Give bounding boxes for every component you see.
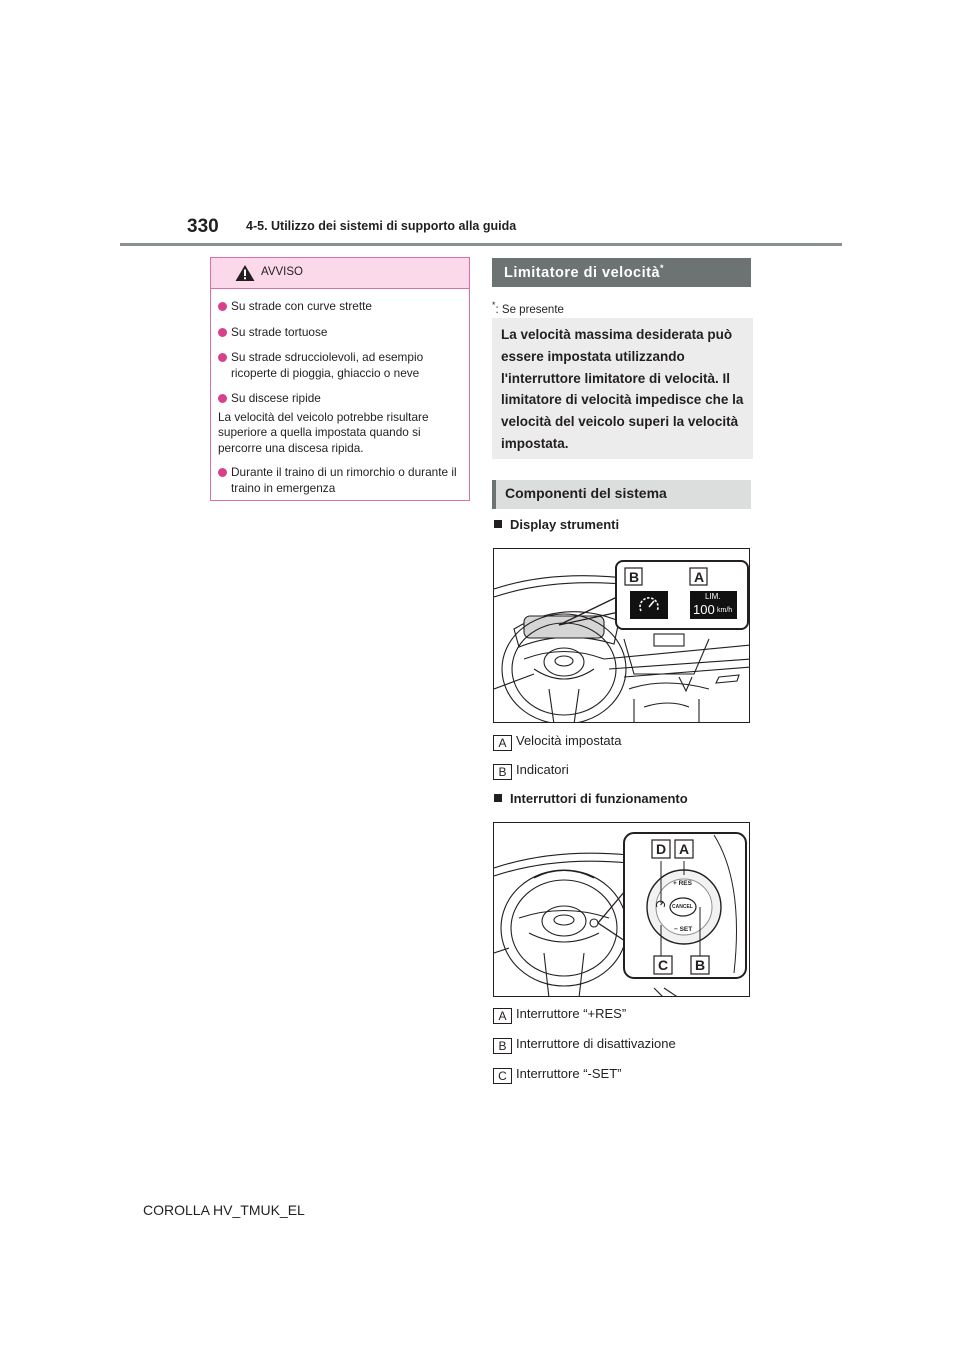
components-title: Componenti del sistema [492, 480, 751, 509]
warning-body [211, 289, 469, 496]
legend-item: B Indicatori [493, 762, 569, 780]
warning-item: Durante il traino di un rimorchio o durante il traino in emergenza [218, 465, 461, 496]
warning-note: La velocità del veicolo potrebbe risultare superiore a quella impostata quando si percorre una discesa ripida. [218, 409, 429, 455]
figure-label-a: A [679, 841, 690, 857]
figure-label-c: C [658, 957, 669, 973]
legend-item: A Interruttore “+RES” [493, 1006, 626, 1024]
instrument-display-figure [493, 548, 750, 723]
res-switch-label: + RES [673, 880, 692, 887]
warning-label: AVVISO [261, 266, 303, 278]
figure-label-a: A [694, 569, 705, 585]
display-heading: Display strumenti [494, 517, 619, 532]
bullet-icon [218, 468, 227, 477]
dashboard-illustration [494, 549, 750, 723]
set-speed-unit: km/h [717, 607, 733, 614]
lim-text: LIM. [705, 592, 721, 601]
set-speed-value: 100 [693, 602, 715, 617]
footer-model: COROLLA HV_TMUK_EL [143, 1202, 305, 1218]
set-switch-label: − SET [674, 926, 693, 933]
speed-limiter-intro: La velocità massima desiderata può essere impostata utilizzando l'interruttore limitatore di velocità. Il limitatore di velocità impedisce che la velocità del veicolo superi la velocità impostata. [492, 318, 753, 459]
steering-switches-illustration [494, 823, 750, 997]
bullet-icon [218, 328, 227, 337]
legend-item: A Velocità impostata [493, 733, 622, 751]
switches-heading: Interruttori di funzionamento [494, 791, 688, 806]
bullet-icon [218, 353, 227, 362]
warning-header [211, 258, 469, 289]
warning-item: Su discese ripide [218, 391, 461, 407]
square-bullet-icon [494, 794, 502, 802]
speed-limiter-title: Limitatore di velocità* [492, 258, 751, 287]
figure-label-d: D [656, 841, 667, 857]
warning-box [210, 257, 470, 501]
title-footnote-mark: * [660, 263, 665, 273]
cancel-switch-label: CANCEL [672, 904, 693, 910]
header-divider [120, 243, 842, 246]
warning-item: Su strade con curve strette [218, 299, 461, 315]
bullet-icon [218, 302, 227, 311]
warning-triangle-icon [235, 264, 255, 282]
legend-item: B Interruttore di disattivazione [493, 1036, 676, 1054]
square-bullet-icon [494, 520, 502, 528]
bullet-icon [218, 394, 227, 403]
figure-label-b: B [695, 957, 706, 973]
page-number: 330 [187, 216, 219, 237]
warning-item: Su strade sdrucciolevoli, ad esempio ricoperte di pioggia, ghiaccio o neve [218, 350, 461, 381]
section-title: 4-5. Utilizzo dei sistemi di supporto alla guida [246, 219, 517, 233]
warning-item: Su strade tortuose [218, 325, 461, 341]
figure-label-b: B [629, 569, 640, 585]
legend-item: C Interruttore “-SET” [493, 1066, 621, 1084]
operating-switches-figure [493, 822, 750, 997]
footnote: *: Se presente [492, 300, 564, 316]
